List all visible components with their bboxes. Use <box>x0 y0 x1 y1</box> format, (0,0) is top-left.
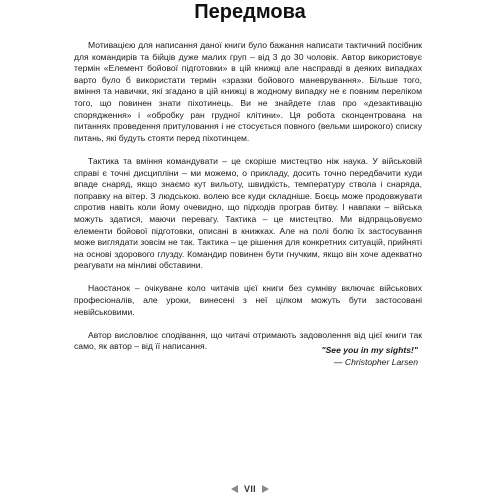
quote-text: "See you in my sights!" <box>321 345 418 355</box>
quote-author: — Christopher Larsen <box>333 357 418 367</box>
triangle-right-icon[interactable] <box>262 485 269 493</box>
epigraph-quote <box>240 344 418 368</box>
paragraph-readers: Наостанок – очікуване коло читачів цієї книги без сумніву включає військових професіоналів, але уроки, винесені з неї цілком можуть бути застосовані невійськовими. <box>74 283 422 317</box>
preface-body <box>74 40 422 365</box>
paragraph-motivation: Мотивацією для написання даної книги було бажання написати тактичний посібник для командирів та бійців дуже малих груп – від 3 до 30 чоловік. Автор використовує термін «Елемент бойової підготовки» в цій книжці але насправді в деяких випадках варто було б використати термін «зразки бойового маневрування». Більше того, вміння та навички, які згадано в цій книжці в жодному випадку не є повним переліком того, що повинен знати піхотинець. Ви не знайдете глав про «дезактивацію спорядження» і «обробку ран грудної клітини». Ця робота сконцентрована на питаннях проведення притуловання і не стосується повного (вельми широкого) списку питань, які будуть стояти перед піхотинцем. <box>74 40 422 143</box>
page-title: Передмова <box>194 1 306 23</box>
triangle-left-icon[interactable] <box>231 485 238 493</box>
paragraph-hope: Автор висловлює сподівання, що читачі отримають задоволення від цієї книги так само, як автор – від її написання. <box>74 329 422 352</box>
page-number: VII <box>244 484 256 494</box>
paragraph-tactics: Тактика та вміння командувати – це скоріше мистецтво ніж наука. У військовій справі є точні дисципліни – ми можемо, о прикладу, досить точно передбачити куди впаде снаряд, якщо знаємо кут вильоту, швидкість, температуру ствола і снаряда, поправку на вітер. З людською. волею все куди складніше. Боєць може продовжувати спротив навіть коли йому очевидно, що підходів програв битву. І навпаки – війська можуть здатися, маючи перевагу. Тактика – це мистецтво. Ми відпрацьовуємо елементи бойової підготовки, описані в книжках. Але на полі болю їх застосування може виглядати зовсім не так. Тактика – це рішення для конкретних ситуацій, прийняті на основі здорового глузду. Командир повинен бути гнучким, якщо він хоче адекватно реагувати на мінливі обставини. <box>74 155 422 271</box>
page-footer <box>0 481 500 497</box>
